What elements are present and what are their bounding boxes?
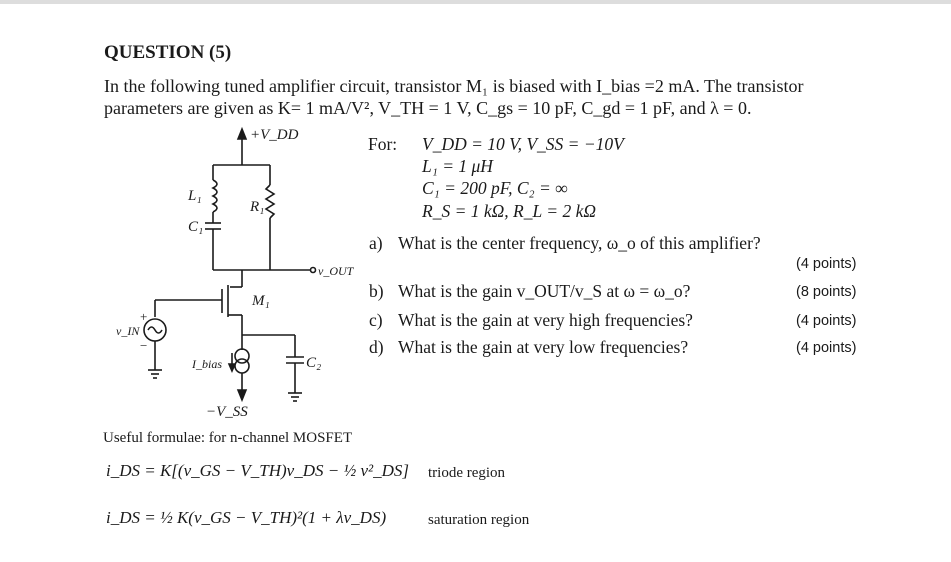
ibias-arrow-icon	[229, 364, 235, 371]
triode-region-label: triode region	[428, 465, 506, 481]
c1-label: C₁	[188, 219, 204, 235]
question-a-points: (4 points)	[796, 256, 857, 272]
vin-minus: −	[140, 338, 148, 353]
inductor-l1	[213, 180, 217, 212]
question-b-letter: b)	[369, 281, 384, 301]
saturation-equation: i_DS = ½ K(v_GS − V_TH)²(1 + λv_DS)	[106, 508, 387, 527]
question-a-letter: a)	[369, 233, 383, 253]
vdd-arrow	[238, 129, 246, 139]
given-for-label: For:	[368, 134, 398, 154]
vin-plus: +	[140, 309, 148, 324]
c2-label: C₂	[306, 355, 322, 371]
vout-terminal	[311, 268, 316, 273]
given-line-3: C₁ = 200 pF, C₂ = ∞	[422, 178, 568, 198]
question-title: QUESTION (5)	[104, 42, 232, 63]
question-a-text: What is the center frequency, ω_o of this amplifier?	[398, 233, 761, 253]
m1-label: M₁	[252, 293, 270, 309]
intro-line-2: parameters are given as K= 1 mA/V², V_TH = 1 V, C_gs = 10 pF, C_gd = 1 pF, and λ = 0.	[104, 98, 752, 118]
scan-edge	[0, 0, 951, 4]
intro-line-1: In the following tuned amplifier circuit, transistor M₁ is biased with I_bias =2 mA. The transistor	[104, 76, 804, 96]
sine-icon	[148, 327, 162, 333]
vdd-label: +V_DD	[250, 127, 299, 143]
formulae-label: Useful formulae: for n-channel MOSFET	[103, 430, 353, 446]
vin-label: v_IN	[116, 324, 140, 338]
vss-arrow	[238, 390, 246, 400]
ibias-label: I_bias	[192, 357, 222, 371]
tuned-amplifier-circuit	[110, 125, 360, 425]
question-c-letter: c)	[369, 310, 383, 330]
current-source-circle-b	[235, 359, 249, 373]
given-line-2: L₁ = 1 μH	[422, 156, 493, 176]
given-line-4: R_S = 1 kΩ, R_L = 2 kΩ	[422, 201, 597, 221]
question-b-text: What is the gain v_OUT/v_S at ω = ω_o?	[398, 281, 691, 301]
saturation-region-label: saturation region	[428, 512, 530, 528]
vss-label: −V_SS	[206, 404, 248, 420]
resistor-r1	[266, 185, 274, 218]
question-c-points: (4 points)	[796, 313, 857, 329]
l1-label: L₁	[188, 188, 202, 204]
question-c-text: What is the gain at very high frequencies?	[398, 310, 693, 330]
triode-equation: i_DS = K[(v_GS − V_TH)v_DS − ½ v²_DS]	[106, 461, 409, 480]
question-d-letter: d)	[369, 337, 384, 357]
question-b-points: (8 points)	[796, 284, 857, 300]
vout-label: v_OUT	[318, 264, 354, 278]
question-d-text: What is the gain at very low frequencies?	[398, 337, 689, 357]
r1-label: R₁	[250, 199, 265, 215]
question-d-points: (4 points)	[796, 340, 857, 356]
given-line-1: V_DD = 10 V, V_SS = −10V	[422, 134, 624, 154]
